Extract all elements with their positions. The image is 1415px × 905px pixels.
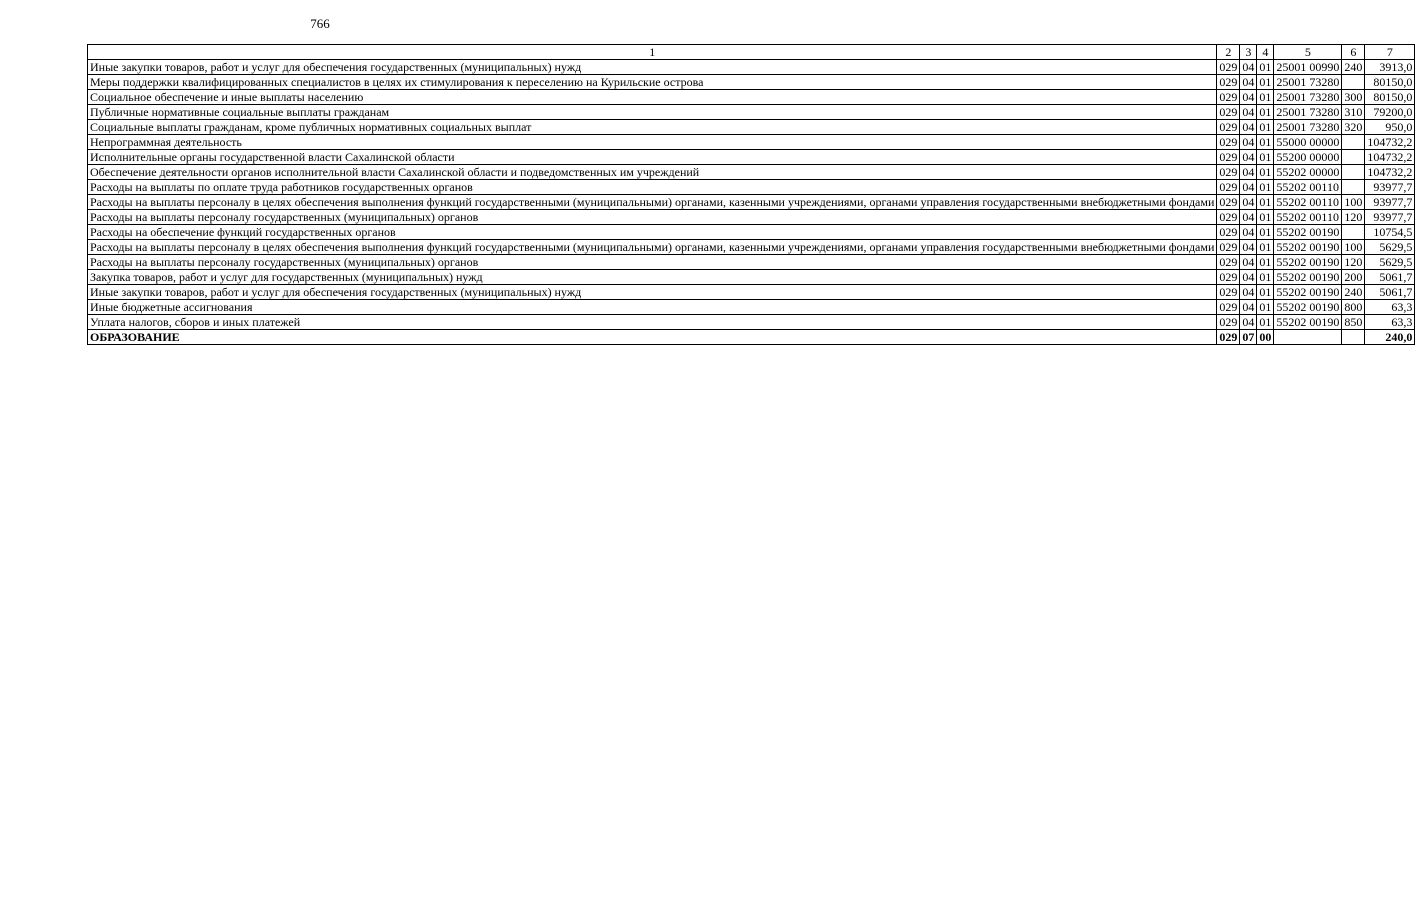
- page-number: 766: [310, 16, 330, 31]
- row-amount: 80150,0: [1365, 90, 1415, 105]
- header-cell-3: 3: [1240, 45, 1257, 60]
- row-name-cell: Меры поддержки квалифицированных специалистов в целях их стимулирования к переселению на Курильские острова: [88, 75, 1217, 90]
- row-section-code: 04: [1240, 300, 1257, 315]
- row-ministry-code: 029: [1217, 180, 1240, 195]
- row-target-article: 55200 00000: [1274, 150, 1342, 165]
- row-expense-type: 120: [1342, 255, 1365, 270]
- row-target-article: [1274, 330, 1342, 345]
- row-subsection-code: 01: [1257, 135, 1274, 150]
- header-cell-5: 5: [1274, 45, 1342, 60]
- row-target-article: 55202 00000: [1274, 165, 1342, 180]
- row-expense-type: 850: [1342, 315, 1365, 330]
- row-ministry-code: 029: [1217, 105, 1240, 120]
- row-expense-type: 120: [1342, 210, 1365, 225]
- row-target-article: 55202 00110: [1274, 195, 1342, 210]
- row-subsection-code: 01: [1257, 60, 1274, 75]
- row-name-cell: Иные бюджетные ассигнования: [88, 300, 1217, 315]
- row-section-code: 04: [1240, 255, 1257, 270]
- row-amount: 104732,2: [1365, 150, 1415, 165]
- row-target-article: 25001 73280: [1274, 90, 1342, 105]
- row-expense-type: [1342, 75, 1365, 90]
- header-cell-1: 1: [88, 45, 1217, 60]
- row-expense-type: 100: [1342, 195, 1365, 210]
- table-row: [88, 255, 1415, 270]
- row-target-article: 55202 00190: [1274, 240, 1342, 255]
- row-amount: 5629,5: [1365, 255, 1415, 270]
- row-ministry-code: 029: [1217, 195, 1240, 210]
- header-cell-4: 4: [1257, 45, 1274, 60]
- row-target-article: 25001 73280: [1274, 75, 1342, 90]
- row-target-article: 55202 00110: [1274, 180, 1342, 195]
- table-row: [88, 225, 1415, 240]
- row-name-cell: Расходы на выплаты персоналу в целях обеспечения выполнения функций государственными (муниципальными) органами, казенными учреждениями, органами управления государственными внебюджетными фондами: [88, 195, 1217, 210]
- row-subsection-code: 01: [1257, 270, 1274, 285]
- row-subsection-code: 00: [1257, 330, 1274, 345]
- row-section-code: 04: [1240, 60, 1257, 75]
- row-section-code: 04: [1240, 270, 1257, 285]
- header-row: [88, 45, 1415, 60]
- row-subsection-code: 01: [1257, 315, 1274, 330]
- row-subsection-code: 01: [1257, 120, 1274, 135]
- row-expense-type: [1342, 165, 1365, 180]
- table-row: [88, 240, 1415, 255]
- row-name-cell: Социальное обеспечение и иные выплаты населению: [88, 90, 1217, 105]
- row-section-code: 04: [1240, 195, 1257, 210]
- row-amount: 950,0: [1365, 120, 1415, 135]
- row-amount: 240,0: [1365, 330, 1415, 345]
- table-row: [88, 90, 1415, 105]
- row-name-cell: Расходы на обеспечение функций государственных органов: [88, 225, 1217, 240]
- row-subsection-code: 01: [1257, 165, 1274, 180]
- row-ministry-code: 029: [1217, 60, 1240, 75]
- row-target-article: 55202 00190: [1274, 300, 1342, 315]
- table-row: [88, 315, 1415, 330]
- table-row: [88, 180, 1415, 195]
- row-ministry-code: 029: [1217, 315, 1240, 330]
- row-name-cell: Иные закупки товаров, работ и услуг для обеспечения государственных (муниципальных) нужд: [88, 285, 1217, 300]
- row-ministry-code: 029: [1217, 135, 1240, 150]
- table-row: [88, 300, 1415, 315]
- row-amount: 63,3: [1365, 300, 1415, 315]
- row-section-code: 04: [1240, 135, 1257, 150]
- table-body: [88, 60, 1415, 345]
- row-amount: 5629,5: [1365, 240, 1415, 255]
- row-amount: 104732,2: [1365, 165, 1415, 180]
- table-row: [88, 60, 1415, 75]
- row-subsection-code: 01: [1257, 180, 1274, 195]
- row-ministry-code: 029: [1217, 300, 1240, 315]
- row-target-article: 55000 00000: [1274, 135, 1342, 150]
- row-ministry-code: 029: [1217, 120, 1240, 135]
- row-expense-type: [1342, 150, 1365, 165]
- row-expense-type: 310: [1342, 105, 1365, 120]
- row-expense-type: [1342, 180, 1365, 195]
- row-subsection-code: 01: [1257, 255, 1274, 270]
- row-section-code: 07: [1240, 330, 1257, 345]
- row-target-article: 55202 00190: [1274, 285, 1342, 300]
- row-name-cell: ОБРАЗОВАНИЕ: [88, 330, 1217, 345]
- row-ministry-code: 029: [1217, 285, 1240, 300]
- row-expense-type: 100: [1342, 240, 1365, 255]
- table-row: [88, 120, 1415, 135]
- row-name-cell: Расходы на выплаты персоналу государственных (муниципальных) органов: [88, 255, 1217, 270]
- row-subsection-code: 01: [1257, 240, 1274, 255]
- row-amount: 3913,0: [1365, 60, 1415, 75]
- table-row: [88, 150, 1415, 165]
- row-name-cell: Расходы на выплаты персоналу государственных (муниципальных) органов: [88, 210, 1217, 225]
- row-target-article: 55202 00110: [1274, 210, 1342, 225]
- row-amount: 80150,0: [1365, 75, 1415, 90]
- row-amount: 79200,0: [1365, 105, 1415, 120]
- row-expense-type: [1342, 225, 1365, 240]
- row-target-article: 25001 73280: [1274, 120, 1342, 135]
- row-ministry-code: 029: [1217, 330, 1240, 345]
- row-expense-type: 320: [1342, 120, 1365, 135]
- row-subsection-code: 01: [1257, 75, 1274, 90]
- row-subsection-code: 01: [1257, 210, 1274, 225]
- row-name-cell: Публичные нормативные социальные выплаты гражданам: [88, 105, 1217, 120]
- row-section-code: 04: [1240, 240, 1257, 255]
- row-expense-type: 300: [1342, 90, 1365, 105]
- row-expense-type: [1342, 330, 1365, 345]
- header-cell-7: 7: [1365, 45, 1415, 60]
- row-amount: 5061,7: [1365, 285, 1415, 300]
- row-expense-type: 240: [1342, 60, 1365, 75]
- row-subsection-code: 01: [1257, 195, 1274, 210]
- table-row: [88, 165, 1415, 180]
- table-row: [88, 210, 1415, 225]
- row-amount: 5061,7: [1365, 270, 1415, 285]
- row-ministry-code: 029: [1217, 225, 1240, 240]
- row-expense-type: [1342, 135, 1365, 150]
- row-target-article: 55202 00190: [1274, 255, 1342, 270]
- header-cell-2: 2: [1217, 45, 1240, 60]
- row-section-code: 04: [1240, 90, 1257, 105]
- row-ministry-code: 029: [1217, 240, 1240, 255]
- row-name-cell: Расходы на выплаты персоналу в целях обеспечения выполнения функций государственными (муниципальными) органами, казенными учреждениями, органами управления государственными внебюджетными фондами: [88, 240, 1217, 255]
- row-subsection-code: 01: [1257, 90, 1274, 105]
- row-target-article: 25001 00990: [1274, 60, 1342, 75]
- row-section-code: 04: [1240, 285, 1257, 300]
- table-row: [88, 330, 1415, 345]
- table-row: [88, 195, 1415, 210]
- row-section-code: 04: [1240, 315, 1257, 330]
- header-cell-6: 6: [1342, 45, 1365, 60]
- row-name-cell: Расходы на выплаты по оплате труда работников государственных органов: [88, 180, 1217, 195]
- row-ministry-code: 029: [1217, 210, 1240, 225]
- row-ministry-code: 029: [1217, 255, 1240, 270]
- row-section-code: 04: [1240, 75, 1257, 90]
- row-subsection-code: 01: [1257, 300, 1274, 315]
- row-ministry-code: 029: [1217, 270, 1240, 285]
- row-ministry-code: 029: [1217, 90, 1240, 105]
- row-section-code: 04: [1240, 210, 1257, 225]
- table-row: [88, 285, 1415, 300]
- row-section-code: 04: [1240, 120, 1257, 135]
- row-amount: 93977,7: [1365, 195, 1415, 210]
- row-ministry-code: 029: [1217, 75, 1240, 90]
- row-subsection-code: 01: [1257, 105, 1274, 120]
- row-name-cell: Исполнительные органы государственной власти Сахалинской области: [88, 150, 1217, 165]
- budget-table: [87, 44, 1415, 345]
- row-expense-type: 800: [1342, 300, 1365, 315]
- row-subsection-code: 01: [1257, 225, 1274, 240]
- row-ministry-code: 029: [1217, 165, 1240, 180]
- row-name-cell: Непрограммная деятельность: [88, 135, 1217, 150]
- row-amount: 104732,2: [1365, 135, 1415, 150]
- row-amount: 63,3: [1365, 315, 1415, 330]
- row-amount: 93977,7: [1365, 180, 1415, 195]
- row-name-cell: Обеспечение деятельности органов исполнительной власти Сахалинской области и подведомственных им учреждений: [88, 165, 1217, 180]
- row-ministry-code: 029: [1217, 150, 1240, 165]
- row-amount: 10754,5: [1365, 225, 1415, 240]
- row-target-article: 55202 00190: [1274, 270, 1342, 285]
- row-section-code: 04: [1240, 150, 1257, 165]
- row-target-article: 55202 00190: [1274, 225, 1342, 240]
- row-name-cell: Уплата налогов, сборов и иных платежей: [88, 315, 1217, 330]
- row-name-cell: Иные закупки товаров, работ и услуг для обеспечения государственных (муниципальных) нужд: [88, 60, 1217, 75]
- row-section-code: 04: [1240, 225, 1257, 240]
- row-expense-type: 200: [1342, 270, 1365, 285]
- row-expense-type: 240: [1342, 285, 1365, 300]
- row-name-cell: Социальные выплаты гражданам, кроме публичных нормативных социальных выплат: [88, 120, 1217, 135]
- row-section-code: 04: [1240, 180, 1257, 195]
- row-subsection-code: 01: [1257, 150, 1274, 165]
- table-row: [88, 135, 1415, 150]
- row-target-article: 55202 00190: [1274, 315, 1342, 330]
- row-amount: 93977,7: [1365, 210, 1415, 225]
- table-row: [88, 75, 1415, 90]
- row-target-article: 25001 73280: [1274, 105, 1342, 120]
- row-name-cell: Закупка товаров, работ и услуг для государственных (муниципальных) нужд: [88, 270, 1217, 285]
- table-row: [88, 270, 1415, 285]
- row-section-code: 04: [1240, 165, 1257, 180]
- row-section-code: 04: [1240, 105, 1257, 120]
- table-row: [88, 105, 1415, 120]
- row-subsection-code: 01: [1257, 285, 1274, 300]
